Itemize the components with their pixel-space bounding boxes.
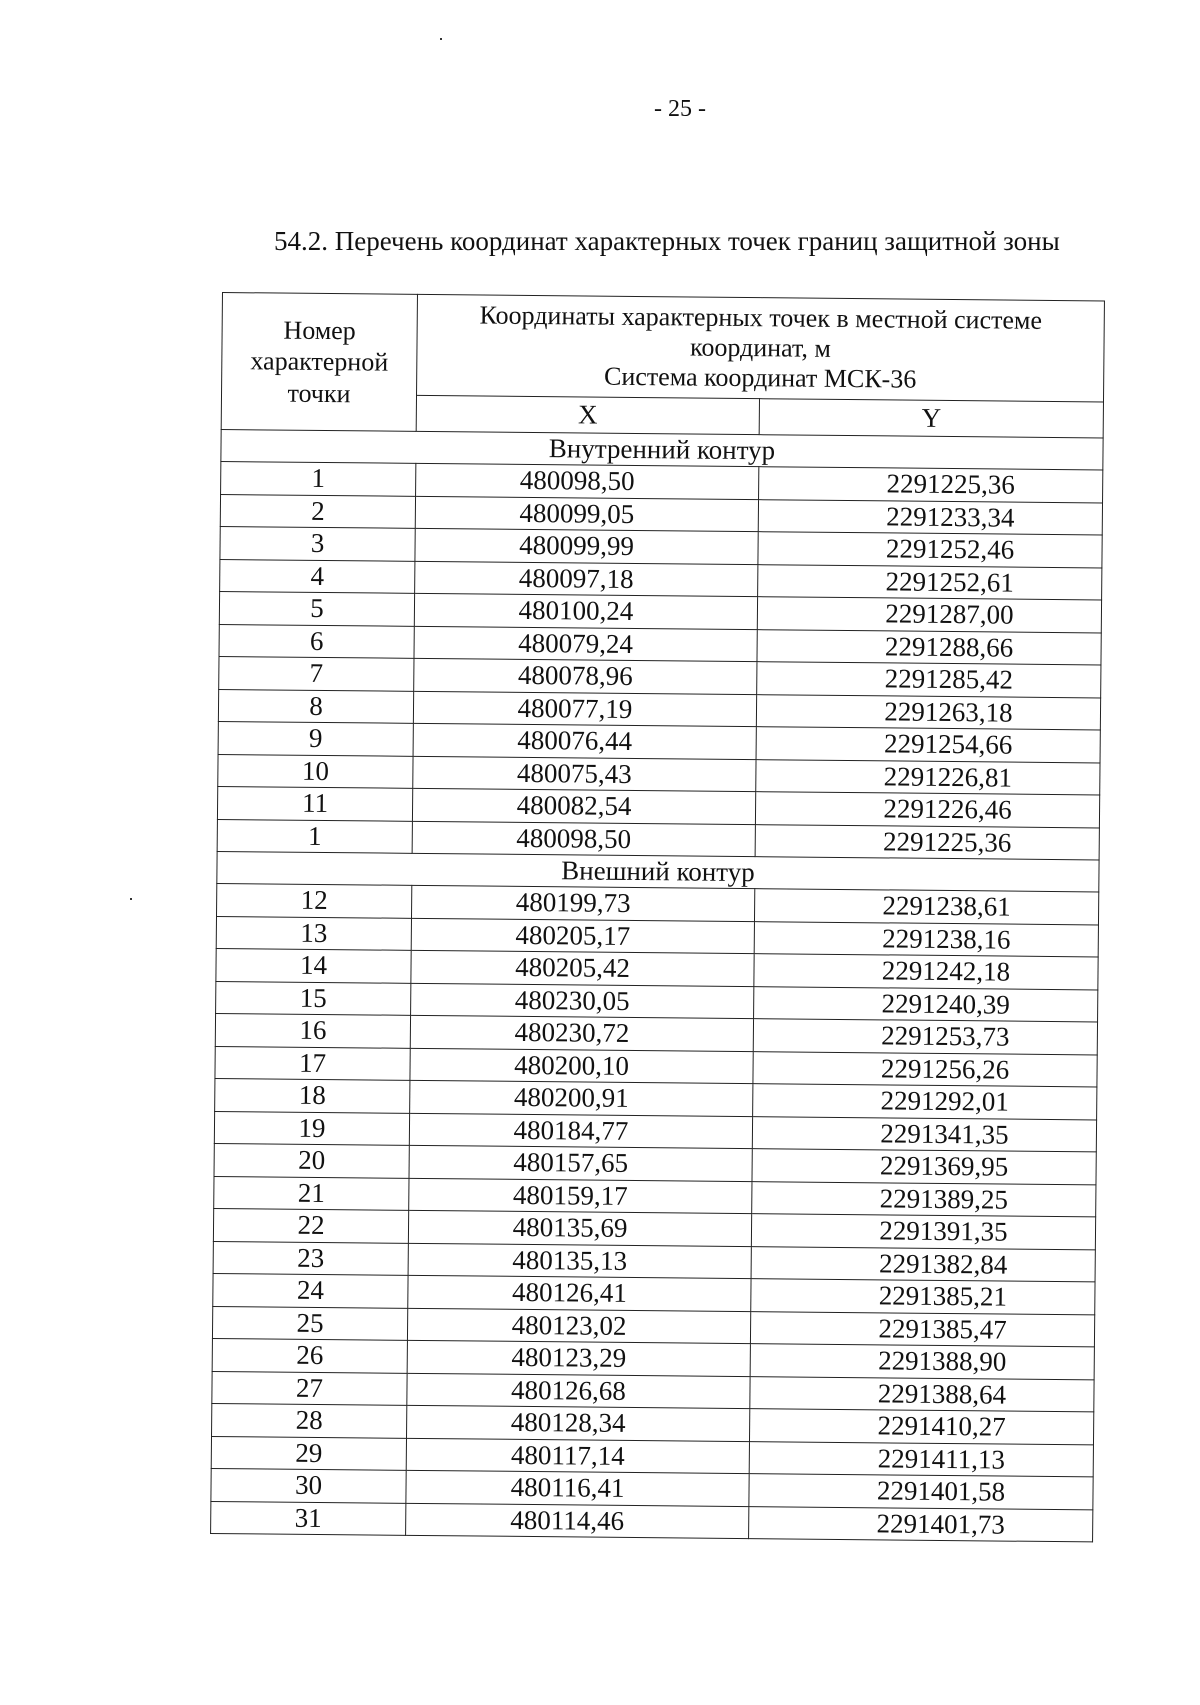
y-coordinate-cell: 2291225,36 [755,824,1099,860]
y-coordinate-cell: 2291256,26 [753,1051,1097,1087]
x-coordinate-cell: 480126,41 [408,1275,751,1311]
y-coordinate-cell: 2291225,36 [759,467,1103,503]
point-number-cell: 18 [215,1078,410,1112]
y-coordinate-cell: 2291263,18 [756,694,1100,730]
x-coordinate-cell: 480114,46 [406,1503,749,1539]
point-number-cell: 26 [212,1338,407,1372]
header-col-y: Y [759,399,1103,438]
x-coordinate-cell: 480159,17 [409,1178,752,1214]
x-coordinate-cell: 480097,18 [415,561,758,597]
y-coordinate-cell: 2291238,16 [754,921,1098,957]
x-coordinate-cell: 480082,54 [412,788,755,824]
x-coordinate-cell: 480076,44 [413,723,756,759]
point-number-cell: 9 [218,721,413,755]
y-coordinate-cell: 2291341,35 [752,1116,1096,1152]
point-number-cell: 24 [213,1273,408,1307]
x-coordinate-cell: 480200,91 [410,1080,753,1116]
point-number-cell: 13 [216,916,411,950]
point-number-cell: 3 [220,526,415,560]
point-number-cell: 7 [219,656,414,690]
point-number-cell: 1 [221,461,416,495]
x-coordinate-cell: 480077,19 [413,691,756,727]
x-coordinate-cell: 480135,69 [408,1210,751,1246]
x-coordinate-cell: 480099,99 [415,528,758,564]
x-coordinate-cell: 480079,24 [414,626,757,662]
y-coordinate-cell: 2291242,18 [754,954,1098,990]
scan-speck [440,38,442,40]
y-coordinate-cell: 2291252,61 [758,564,1102,600]
x-coordinate-cell: 480078,96 [414,658,757,694]
y-coordinate-cell: 2291288,66 [757,629,1101,665]
x-coordinate-cell: 480099,05 [415,496,758,532]
point-number-cell: 11 [217,786,412,820]
page-number: - 25 - [654,96,706,122]
y-coordinate-cell: 2291238,61 [754,889,1098,925]
point-number-cell: 29 [211,1436,406,1470]
y-coordinate-cell: 2291389,25 [752,1181,1096,1217]
point-number-cell: 6 [219,624,414,658]
y-coordinate-cell: 2291401,73 [749,1506,1093,1542]
x-coordinate-cell: 480100,24 [414,593,757,629]
y-coordinate-cell: 2291285,42 [757,662,1101,698]
y-coordinate-cell: 2291233,34 [758,499,1102,535]
y-coordinate-cell: 2291388,64 [750,1376,1094,1412]
table-body [211,429,1104,1541]
x-coordinate-cell: 480098,50 [412,821,755,857]
x-coordinate-cell: 480200,10 [410,1048,753,1084]
point-number-cell: 4 [220,559,415,593]
point-number-cell: 15 [216,981,411,1015]
y-coordinate-cell: 2291410,27 [749,1409,1093,1445]
y-coordinate-cell: 2291382,84 [751,1246,1095,1282]
x-coordinate-cell: 480098,50 [416,463,759,499]
coordinates-table [210,292,1105,1542]
y-coordinate-cell: 2291240,39 [754,986,1098,1022]
point-number-cell: 23 [213,1241,408,1275]
point-number-cell: 1 [217,819,412,853]
header-coordinates-description: Координаты характерных точек в местной системе координат, м [479,300,1043,363]
x-coordinate-cell: 480135,13 [408,1243,751,1279]
scan-speck [130,898,132,900]
coordinates-table-wrapper [210,292,1104,1542]
point-number-cell: 21 [214,1176,409,1210]
x-coordinate-cell: 480230,72 [410,1015,753,1051]
point-number-cell: 14 [216,948,411,982]
x-coordinate-cell: 480117,14 [406,1438,749,1474]
point-number-cell: 8 [218,689,413,723]
x-coordinate-cell: 480230,05 [411,983,754,1019]
y-coordinate-cell: 2291385,47 [750,1311,1094,1347]
point-number-cell: 22 [213,1208,408,1242]
point-number-cell: 20 [214,1143,409,1177]
y-coordinate-cell: 2291252,46 [758,532,1102,568]
x-coordinate-cell: 480199,73 [412,885,755,921]
point-number-cell: 5 [219,591,414,625]
header-col-x: X [416,396,759,435]
y-coordinate-cell: 2291385,21 [751,1279,1095,1315]
y-coordinate-cell: 2291391,35 [751,1214,1095,1250]
point-number-cell: 2 [220,494,415,528]
y-coordinate-cell: 2291388,90 [750,1344,1094,1380]
x-coordinate-cell: 480184,77 [409,1113,752,1149]
x-coordinate-cell: 480116,41 [406,1470,749,1506]
section-title: 54.2. Перечень координат характерных точек границ защитной зоны [274,226,1060,256]
y-coordinate-cell: 2291226,81 [756,759,1100,795]
group-title: Внешний контур [217,851,1099,891]
point-number-cell: 12 [217,883,412,917]
header-point-number: Номер характерной точки [221,293,417,432]
x-coordinate-cell: 480157,65 [409,1145,752,1181]
x-coordinate-cell: 480205,42 [411,950,754,986]
x-coordinate-cell: 480075,43 [413,756,756,792]
y-coordinate-cell: 2291253,73 [753,1019,1097,1055]
header-coordinate-system: Система координат МСК-36 [603,362,917,395]
y-coordinate-cell: 2291292,01 [753,1084,1097,1120]
y-coordinate-cell: 2291411,13 [749,1441,1093,1477]
point-number-cell: 16 [215,1013,410,1047]
x-coordinate-cell: 480123,29 [407,1340,750,1376]
table-header [221,293,1104,438]
point-number-cell: 28 [212,1403,407,1437]
x-coordinate-cell: 480128,34 [407,1405,750,1441]
x-coordinate-cell: 480205,17 [411,918,754,954]
point-number-cell: 31 [211,1501,406,1535]
point-number-cell: 25 [212,1306,407,1340]
y-coordinate-cell: 2291369,95 [752,1149,1096,1185]
point-number-cell: 27 [212,1371,407,1405]
point-number-cell: 17 [215,1046,410,1080]
y-coordinate-cell: 2291226,46 [755,792,1099,828]
header-coordinates [417,294,1105,402]
point-number-cell: 30 [211,1468,406,1502]
group-title: Внутренний контур [221,429,1103,469]
x-coordinate-cell: 480123,02 [407,1308,750,1344]
y-coordinate-cell: 2291401,58 [749,1474,1093,1510]
y-coordinate-cell: 2291287,00 [757,597,1101,633]
point-number-cell: 19 [214,1111,409,1145]
point-number-cell: 10 [218,754,413,788]
y-coordinate-cell: 2291254,66 [756,727,1100,763]
x-coordinate-cell: 480126,68 [407,1373,750,1409]
